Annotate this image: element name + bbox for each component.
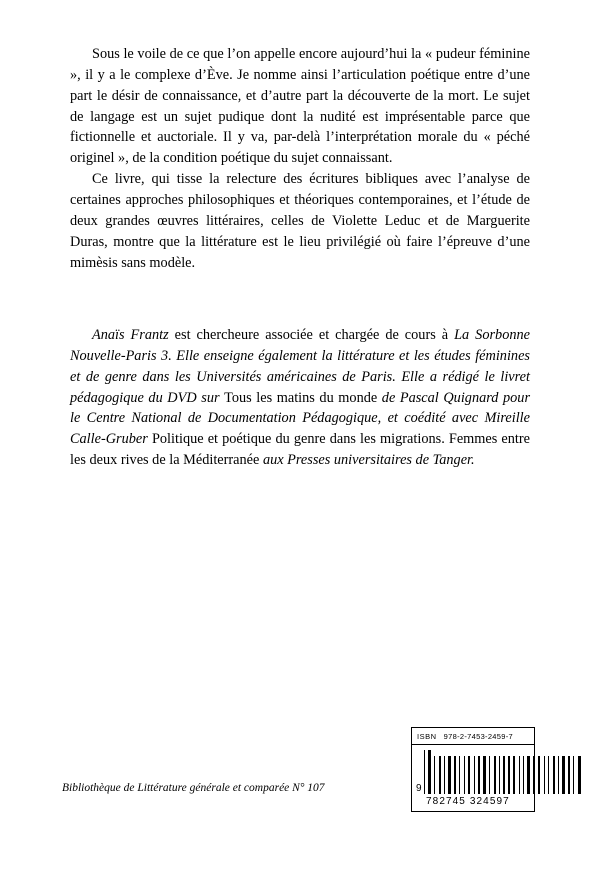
bio-segment-6: aux Presses universitaires de Tanger. bbox=[262, 452, 475, 469]
isbn-line bbox=[412, 728, 534, 744]
barcode bbox=[412, 744, 534, 796]
author-bio-paragraph bbox=[70, 325, 530, 471]
bio-segment-5: Politique et poétique du genre dans les migrations. Femmes entre les deux rives de la Méditerranée bbox=[70, 431, 531, 469]
barcode-digits: 782745 324597 bbox=[426, 796, 510, 807]
barcode-bars bbox=[424, 750, 584, 794]
collection-line: Bibliothèque de Littérature générale et comparée N° 107 bbox=[62, 782, 325, 794]
bio-segment-2: La Sorbonne Nouvelle-Paris 3. Elle enseigne également la littérature et les études féminines et de genre dans les Universités américaines de Paris. Elle a rédigé le livret pédagogique du DVD sur bbox=[70, 327, 530, 406]
isbn-label: ISBN bbox=[417, 732, 437, 741]
bio-segment-4: de Pascal Quignard pour le Centre National de Documentation Pédagogique, et coédité avec Mireille Calle-Gruber bbox=[70, 389, 531, 448]
isbn-barcode-block bbox=[411, 727, 535, 812]
author-bio-block bbox=[70, 325, 530, 471]
blurb-paragraph-2: Ce livre, qui tisse la relecture des écritures bibliques avec l’analyse de certaines approches philosophiques et théoriques contemporaines, et l’étude de deux grandes œuvres littéraires, celles de Violette Leduc et de Marguerite Duras, montre que la littérature est le lieu privilégié où faire l’épreuve d’une mimèsis sans modèle. bbox=[70, 171, 530, 271]
isbn-value: 978-2-7453-2459-7 bbox=[443, 732, 513, 741]
bio-segment-0: Anaïs Frantz bbox=[92, 327, 175, 343]
blurb-paragraph-1: Sous le voile de ce que l’on appelle encore aujourd’hui la « pudeur féminine », il y a le complexe d’Ève. Je nomme ainsi l’articulation poétique entre d’une part le désir de connaissance, et d’autre part la découverte de la mort. Le sujet de langage est un sujet pudique dont la nudité est imprésentable parce que fictionnelle et auctoriale. Il y va, par-delà l’interprétation morale du « péché originel », de la condition poétique du sujet connaissant. bbox=[70, 46, 530, 167]
bio-segment-3: Tous les matins du monde bbox=[224, 389, 382, 406]
bio-segment-1: est chercheure associée et chargée de cours à bbox=[174, 327, 455, 343]
barcode-lead-digit: 9 bbox=[416, 783, 422, 794]
blurb-text-block bbox=[70, 44, 530, 273]
